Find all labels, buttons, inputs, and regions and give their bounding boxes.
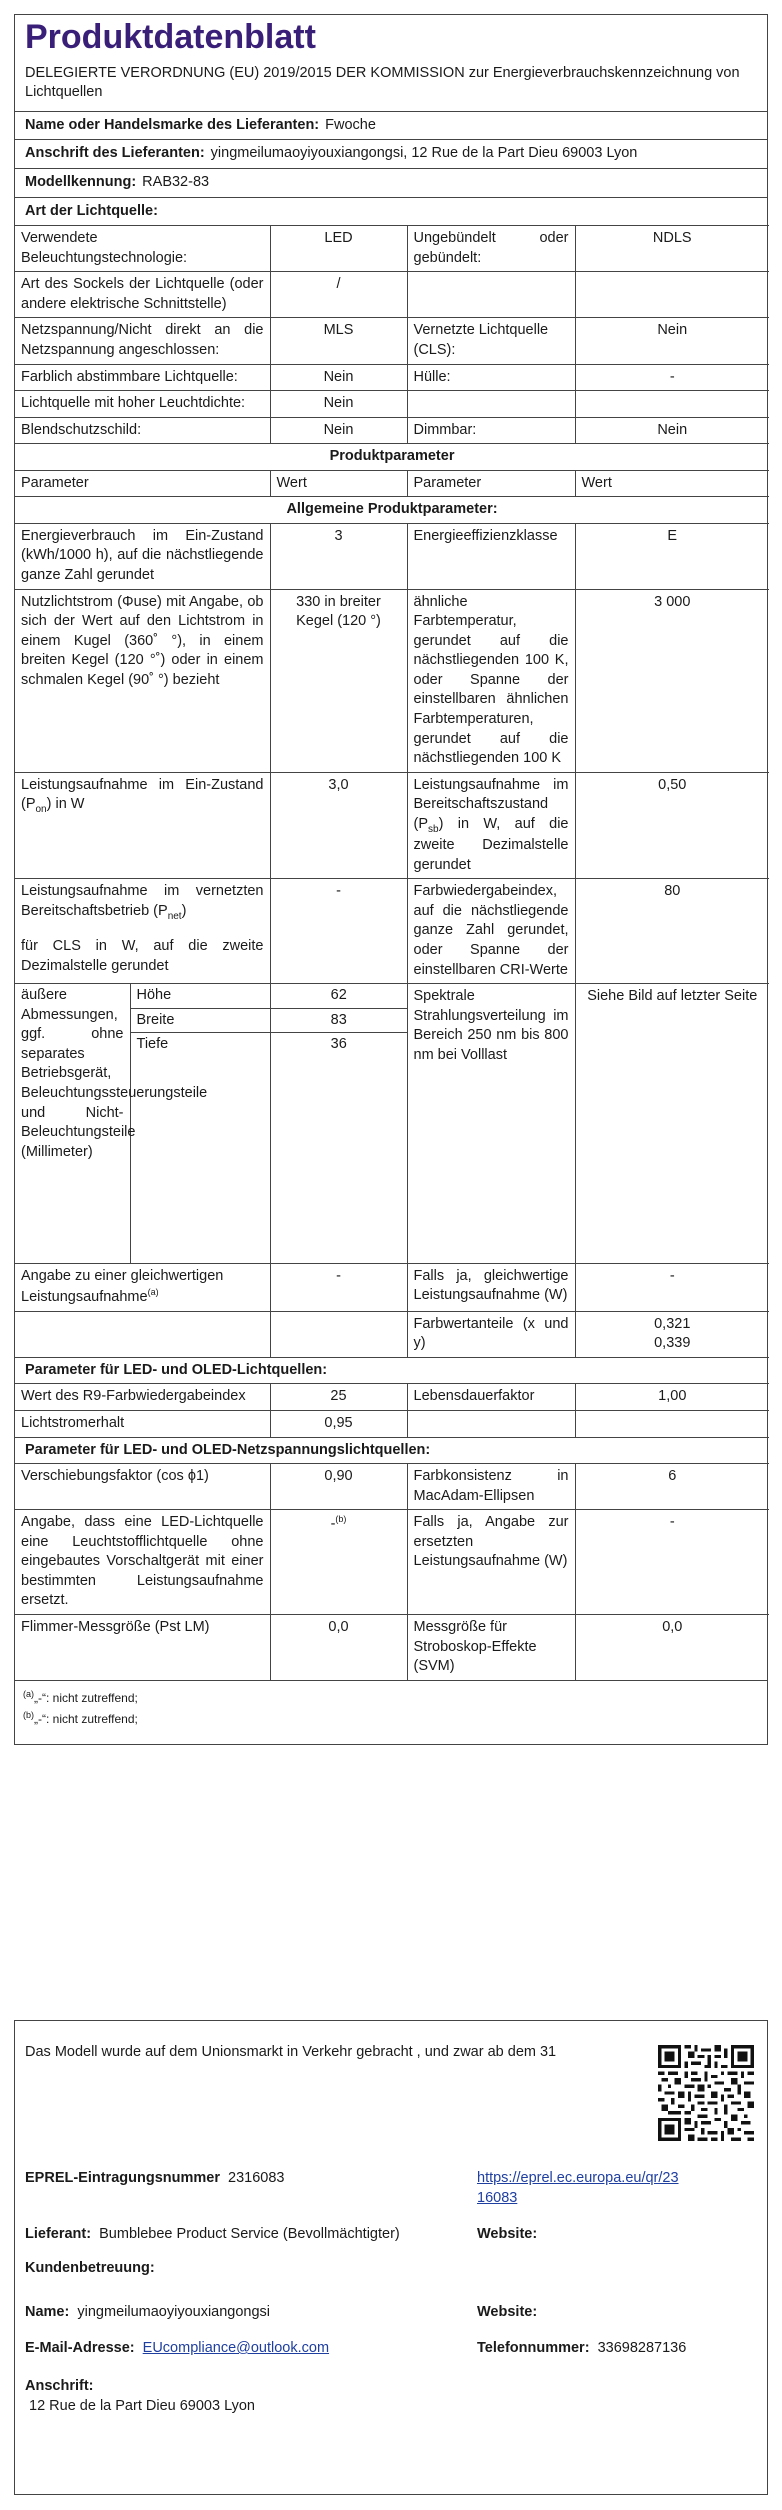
dim-name: Höhe (130, 984, 270, 1008)
energy-label: Energieverbrauch im Ein-Zustand (kWh/1000 h), auf die nächstliegende ganze Zahl gerundet (15, 523, 270, 589)
phone-label: Telefonnummer: (477, 2340, 590, 2356)
eprel-row (25, 2169, 284, 2189)
ls-label: Hülle: (407, 364, 575, 391)
ls-value: Nein (575, 318, 769, 364)
market-text: Das Modell wurde auf dem Unionsmarkt in Verkehr gebracht , und zwar ab dem 31 (25, 2044, 557, 2060)
cct-label: ähnliche Farbtemperatur, gerundet auf die nächstliegenden 100 K, oder Spanne der einstellbaren ähnlichen Farbtemperaturen, gerundet auf die nächstliegenden 100 K (407, 589, 575, 772)
ls-label: Verwendete Beleuchtungstechnologie: (15, 226, 270, 272)
light-source-table (15, 225, 769, 443)
supplier-label: Lieferant: (25, 2226, 92, 2242)
ls-label: Dimmbar: (407, 417, 575, 443)
table-row (15, 226, 769, 272)
table-row (15, 1384, 769, 1411)
table-row (15, 984, 769, 1264)
empty-cell (407, 1410, 575, 1437)
dim-value: 36 (270, 1033, 407, 1263)
col-header-value: Wert (575, 470, 769, 497)
table-row (15, 497, 769, 524)
ls-label (407, 272, 575, 318)
replace-value: -$^{(b)}$ (270, 1510, 407, 1615)
supplier-address-row (15, 139, 767, 168)
led-params-heading: Parameter für LED- und OLED-Lichtquellen: (15, 1357, 769, 1384)
table-row (15, 772, 769, 879)
eec-label: Energieeffizienzklasse (407, 523, 575, 589)
qr-code-icon[interactable] (658, 2045, 754, 2141)
table-row (15, 364, 769, 391)
ls-value: Nein (270, 391, 407, 418)
macadam-value: 6 (575, 1464, 769, 1510)
market-info-box (14, 2020, 768, 2495)
supplier-row (25, 2225, 400, 2245)
spd-label: Spektrale Strahlungsverteilung im Bereich 250 nm bis 800 nm bei Volllast (407, 984, 575, 1264)
model-row (15, 168, 767, 197)
supplier-name-row (15, 111, 767, 140)
cos-label: Verschiebungsfaktor (cos ϕ1) (15, 1464, 270, 1510)
table-row (15, 523, 769, 589)
table-row (15, 1510, 769, 1615)
dimensions-label: äußere Abmessungen, ggf. ohne separates Betriebsgerät, Beleuchtungssteuerungsteile und Nicht-Beleuchtungsteile (Millimeter) (21, 987, 208, 1160)
equiv-label: Angabe zu einer gleichwertigen Leistungsaufnahme$^{(a)}$ (15, 1263, 270, 1311)
service-name-value: yingmeilumaoyiyouxiangongsi (77, 2304, 271, 2320)
ls-value: Nein (270, 417, 407, 443)
table-row (15, 1311, 769, 1357)
phone-row (477, 2339, 686, 2359)
ls-value: LED (270, 226, 407, 272)
flux-value: 330 in breiter Kegel (120 °) (270, 589, 407, 772)
ls-value: NDLS (575, 226, 769, 272)
product-data-sheet (14, 14, 768, 1745)
table-header-row (15, 470, 769, 497)
equiv-value: - (270, 1263, 407, 1311)
ls-label (407, 391, 575, 418)
flicker-label: Flimmer-Messgröße (Pst LM) (15, 1615, 270, 1680)
table-row (15, 1437, 769, 1464)
col-header-param: Parameter (407, 470, 575, 497)
email-link[interactable]: EUcompliance@outlook.com (142, 2340, 330, 2356)
replace-yes-label: Falls ja, Angabe zur ersetzten Leistungsaufnahme (W) (407, 1510, 575, 1615)
table-row (15, 1464, 769, 1510)
ls-value (575, 391, 769, 418)
cct-value: 3 000 (575, 589, 769, 772)
spd-value: Siehe Bild auf letzter Seite (575, 984, 769, 1264)
cri-value: 80 (575, 879, 769, 984)
replace-label: Angabe, dass eine LED-Lichtquelle eine Leuchtstofflichtquelle ohne eingebautes Vorschaltgerät mit einer bestimmten Leistungsaufnahme ersetzt. (15, 1510, 270, 1615)
supplier-address-label: Anschrift des Lieferanten: (25, 145, 205, 162)
equiv-yes-label: Falls ja, gleichwertige Leistungsaufnahme (W) (407, 1263, 575, 1311)
supplier-address-value: yingmeilumaoyiyouxiangongsi, 12 Rue de la Part Dieu 69003 Lyon (210, 145, 638, 162)
ls-label: Lichtquelle mit hoher Leuchtdichte: (15, 391, 270, 418)
table-row (15, 272, 769, 318)
life-label: Lebensdauerfaktor (407, 1384, 575, 1411)
eprel-link[interactable]: https://eprel.ec.europa.eu/qr/23 16083 (477, 2170, 679, 2206)
address-value: 12 Rue de la Part Dieu 69003 Lyon (29, 2398, 255, 2414)
regulation-intro: DELEGIERTE VERORDNUNG (EU) 2019/2015 DER KOMMISSION zur Energieverbrauchskennzeichnung von Lichtquellen (25, 64, 740, 101)
psb-label: Leistungsaufnahme im Bereitschaftszustand $(P_{sb})$ in W, auf die zweite Dezimalstelle gerundet (407, 772, 575, 879)
eprel-value: 2316083 (228, 2170, 285, 2186)
ls-label: Ungebündelt oder gebündelt: (407, 226, 575, 272)
flux-label: Nutzlichtstrom (Φuse) mit Angabe, ob sich der Wert auf den Lichtstrom in einem Kugel (360˚ °), in einem breiten Kegel (120 °˚) oder in einem schmalen Kegel (90˚ °) bezieht (15, 589, 270, 772)
chroma-value: 0,321 0,339 (575, 1311, 769, 1357)
ls-value: MLS (270, 318, 407, 364)
model-value: RAB32-83 (142, 174, 210, 191)
table-row (15, 1263, 769, 1311)
light-source-section-label: Art der Lichtquelle: (25, 202, 158, 219)
cri-label: Farbwiedergabeindex, auf die nächstliegende ganze Zahl gerundet, oder Spanne der einstellbaren CRI-Werte (407, 879, 575, 984)
col-header-value: Wert (270, 470, 407, 497)
svm-value: 0,0 (575, 1615, 769, 1680)
supplier-name-label: Name oder Handelsmarke des Lieferanten: (25, 116, 320, 133)
dimensions-cell (15, 984, 407, 1264)
equiv-yes-value: - (575, 1263, 769, 1311)
ls-value: Nein (575, 417, 769, 443)
maint-label: Lichtstromerhalt (15, 1410, 270, 1437)
page-title: Produktdatenblatt (25, 18, 316, 56)
ls-value: Nein (270, 364, 407, 391)
eec-value: E (575, 523, 769, 589)
table-row (15, 589, 769, 772)
ls-label: Art des Sockels der Lichtquelle (oder andere elektrische Schnittstelle) (15, 272, 270, 318)
r9-value: 25 (270, 1384, 407, 1411)
ls-value: / (270, 272, 407, 318)
flicker-value: 0,0 (270, 1615, 407, 1680)
service-name-label: Name: (25, 2304, 70, 2320)
email-row (25, 2339, 329, 2359)
col-header-param: Parameter (15, 470, 270, 497)
footnote: $^{(b)}$„-“: nicht zutreffend; (23, 1709, 138, 1726)
address-label: Anschrift: (25, 2378, 94, 2394)
maint-value: 0,95 (270, 1410, 407, 1437)
macadam-label: Farbkonsistenz in MacAdam-Ellipsen (407, 1464, 575, 1510)
table-row (15, 444, 769, 471)
table-row (15, 1615, 769, 1680)
table-row (15, 318, 769, 364)
ls-value: - (575, 364, 769, 391)
footnotes (15, 1680, 767, 1744)
service-label: Kundenbetreuung: (25, 2260, 155, 2276)
ls-label: Blendschutzschild: (15, 417, 270, 443)
eprel-label: EPREL-Eintragungsnummer (25, 2170, 220, 2186)
pon-value: 3,0 (270, 772, 407, 879)
model-label: Modellkennung: (25, 174, 137, 191)
ls-value (575, 272, 769, 318)
dim-name: Breite (130, 1008, 270, 1033)
dim-name: Tiefe (130, 1033, 270, 1263)
cos-value: 0,90 (270, 1464, 407, 1510)
general-params-heading: Allgemeine Produktparameter: (15, 497, 769, 524)
svm-label: Messgröße für Stroboskop-Effekte (SVM) (407, 1615, 575, 1680)
table-row (15, 391, 769, 418)
email-label: E-Mail-Adresse: (25, 2340, 135, 2356)
empty-cell (575, 1410, 769, 1437)
ls-label: Vernetzte Lichtquelle (CLS): (407, 318, 575, 364)
chroma-label: Farbwertanteile (x und y) (407, 1311, 575, 1357)
r9-label: Wert des R9-Farbwiedergabeindex (15, 1384, 270, 1411)
table-row (15, 1357, 769, 1384)
energy-value: 3 (270, 523, 407, 589)
table-row (15, 1410, 769, 1437)
website-label-1: Website: (477, 2226, 538, 2242)
led-params-table (15, 1357, 769, 1680)
table-row (15, 417, 769, 443)
table-row (15, 879, 769, 984)
dim-value: 83 (270, 1008, 407, 1033)
life-value: 1,00 (575, 1384, 769, 1411)
empty-cell (15, 1311, 270, 1357)
pnet-value: - (270, 879, 407, 984)
ls-label: Farblich abstimmbare Lichtquelle: (15, 364, 270, 391)
pnet-label: Leistungsaufnahme im vernetzten Bereitschaftsbetrieb $(P_{net})$ für CLS in W, auf die zweite Dezimalstelle gerundet (15, 879, 270, 984)
service-name-row (25, 2303, 270, 2323)
phone-value: 33698287136 (597, 2340, 687, 2356)
ls-label: Netzspannung/Nicht direkt an die Netzspannung angeschlossen: (15, 318, 270, 364)
supplier-name-value: Fwoche (325, 116, 376, 133)
mains-params-heading: Parameter für LED- und OLED-Netzspannungslichtquellen: (15, 1437, 769, 1464)
dim-value: 62 (270, 984, 407, 1008)
light-source-section (15, 197, 767, 226)
psb-value: 0,50 (575, 772, 769, 879)
dimensions-table (15, 984, 407, 1263)
footnote: $^{(a)}$„-“: nicht zutreffend; (23, 1688, 138, 1705)
product-params-heading: Produktparameter (15, 444, 769, 471)
website-label-2: Website: (477, 2304, 538, 2320)
empty-cell (270, 1311, 407, 1357)
pon-label: Leistungsaufnahme im Ein-Zustand $(P_{on})$ in W (15, 772, 270, 879)
supplier-value: Bumblebee Product Service (Bevollmächtigter) (99, 2226, 400, 2242)
product-params-table (15, 443, 769, 1357)
replace-yes-value: - (575, 1510, 769, 1615)
